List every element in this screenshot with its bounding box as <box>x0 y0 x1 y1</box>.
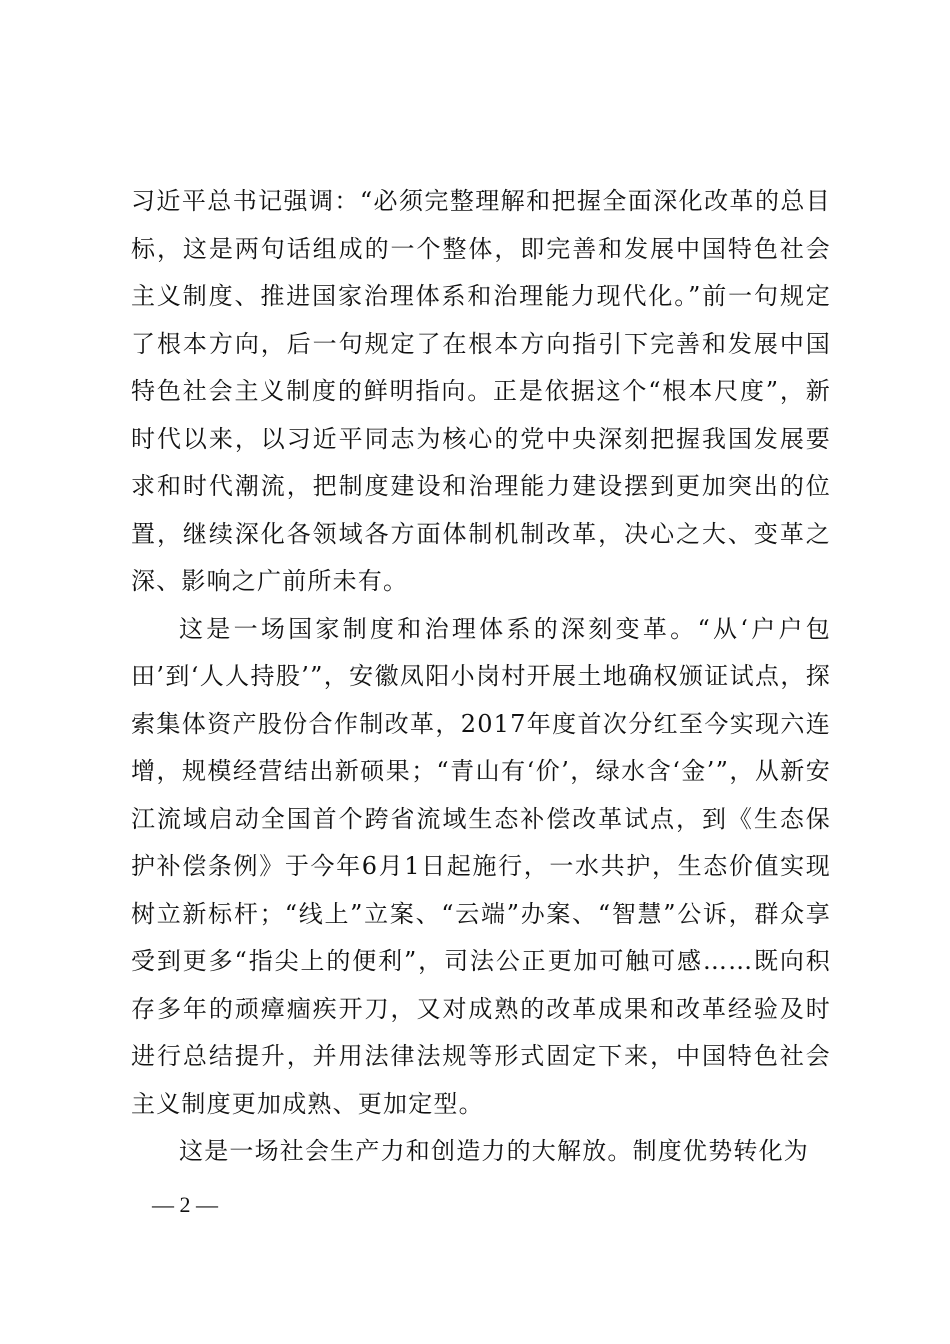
paragraph-2: 这是一场国家制度和治理体系的深刻变革。“从‘户户包田’到‘人人持股’”，安徽凤阳小岗村开展土地确权颁证试点，探索集体资产股份合作制改革，2017年度首次分红至今实现六连增，规模经营结出新硕果；“青山有‘价’，绿水含‘金’”，从新安江流域启动全国首个跨省流域生态补偿改革试点，到《生态保护补偿条例》于今年6月1日起施行，一水共护，生态价值实现树立新标杆；“线上”立案、“云端”办案、“智慧”公诉，群众享受到更多“指尖上的便利”，司法公正更加可触可感……既向积存多年的顽瘴痼疾开刀，又对成熟的改革成果和改革经验及时进行总结提升，并用法律法规等形式固定下来，中国特色社会主义制度更加成熟、更加定型。 <box>131 614 831 1118</box>
paragraph-1: 习近平总书记强调：“必须完整理解和把握全面深化改革的总目标，这是两句话组成的一个整体，即完善和发展中国特色社会主义制度、推进国家治理体系和治理能力现代化。”前一句规定了根本方向，后一句规定了在根本方向指引下完善和发展中国特色社会主义制度的鲜明指向。正是依据这个“根本尺度”，新时代以来，以习近平同志为核心的党中央深刻把握我国发展要求和时代潮流，把制度建设和治理能力建设摆到更加突出的位置，继续深化各领域各方面体制机制改革，决心之大、变革之深、影响之广前所未有。 <box>131 187 831 595</box>
page-number: — 2 — <box>152 1192 218 1217</box>
body-text <box>131 178 831 1176</box>
paragraph-3: 这是一场社会生产力和创造力的大解放。制度优势转化为 <box>179 1137 809 1165</box>
